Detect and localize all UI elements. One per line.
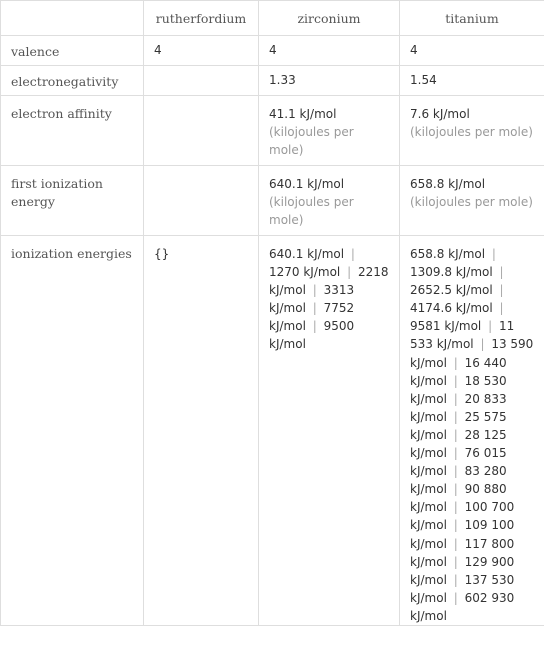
list-separator: | xyxy=(453,500,458,515)
cell-first-ie-rutherfordium xyxy=(144,166,259,236)
list-separator: | xyxy=(453,409,458,424)
ionization-energy-list xyxy=(269,245,391,354)
row-label-valence: valence xyxy=(1,36,144,66)
ionization-energy-value: 1309.8 kJ/mol xyxy=(410,265,493,280)
row-label-first-ionization-energy: first ionization energy xyxy=(1,166,144,236)
list-separator: | xyxy=(491,247,496,261)
ionization-energy-value: 3313 kJ/mol xyxy=(269,283,355,316)
row-label-electron-affinity: electron affinity xyxy=(1,96,144,166)
cell-electronegativity-titanium: 1.54 xyxy=(400,66,544,96)
ionization-energy-value: 658.8 kJ/mol xyxy=(410,247,486,261)
list-separator: | xyxy=(347,265,352,280)
unit-note: (kilojoules per mole) xyxy=(410,125,533,139)
list-separator: | xyxy=(453,427,458,442)
list-separator: | xyxy=(350,247,355,261)
column-header-rutherfordium: rutherfordium xyxy=(144,1,259,36)
list-separator: | xyxy=(453,464,458,479)
cell-electronegativity-zirconium: 1.33 xyxy=(259,66,400,96)
ionization-energy-list xyxy=(410,245,536,625)
row-label-electronegativity: electronegativity xyxy=(1,66,144,96)
list-separator: | xyxy=(312,319,317,334)
unit-note: (kilojoules per mole) xyxy=(269,125,354,157)
list-separator: | xyxy=(312,283,317,298)
list-separator: | xyxy=(312,301,317,316)
column-header-titanium: titanium xyxy=(400,1,544,36)
cell-ie-zirconium xyxy=(259,236,400,626)
empty-set-value: {} xyxy=(154,247,170,261)
ionization-energy-value: 117 800 kJ/mol xyxy=(410,536,515,569)
table-row-ionization-energies xyxy=(1,236,544,626)
ionization-energy-value: 602 930 kJ/mol xyxy=(410,590,515,623)
table-row-first-ionization-energy xyxy=(1,166,544,236)
ionization-energy-value: 137 530 kJ/mol xyxy=(410,572,515,605)
cell-affinity-rutherfordium xyxy=(144,96,259,166)
list-separator: | xyxy=(453,355,458,370)
table-row-valence xyxy=(1,36,544,66)
list-separator: | xyxy=(453,373,458,388)
list-separator: | xyxy=(453,518,458,533)
cell-valence-zirconium: 4 xyxy=(259,36,400,66)
list-separator: | xyxy=(453,391,458,406)
first-ie-value: 640.1 kJ/mol xyxy=(269,177,345,191)
cell-electronegativity-rutherfordium xyxy=(144,66,259,96)
row-label-ionization-energies: ionization energies xyxy=(1,236,144,626)
affinity-value: 41.1 kJ/mol xyxy=(269,107,337,121)
ionization-energy-value: 83 280 kJ/mol xyxy=(410,464,507,497)
corner-cell xyxy=(1,1,144,36)
ionization-energy-value: 640.1 kJ/mol xyxy=(269,247,345,261)
list-separator: | xyxy=(453,590,458,605)
ionization-energy-value: 16 440 kJ/mol xyxy=(410,355,507,388)
ionization-energy-value: 109 100 kJ/mol xyxy=(410,518,515,551)
list-separator: | xyxy=(453,446,458,461)
cell-affinity-titanium xyxy=(400,96,544,166)
ionization-energy-value: 9581 kJ/mol xyxy=(410,319,482,334)
list-separator: | xyxy=(499,283,504,298)
list-separator: | xyxy=(453,554,458,569)
cell-ie-rutherfordium xyxy=(144,236,259,626)
cell-first-ie-titanium xyxy=(400,166,544,236)
cell-valence-rutherfordium: 4 xyxy=(144,36,259,66)
ionization-energy-value: 76 015 kJ/mol xyxy=(410,446,507,479)
column-header-zirconium: zirconium xyxy=(259,1,400,36)
ionization-energy-value: 129 900 kJ/mol xyxy=(410,554,515,587)
list-separator: | xyxy=(480,337,485,352)
cell-affinity-zirconium xyxy=(259,96,400,166)
list-separator: | xyxy=(453,482,458,497)
header-row xyxy=(1,1,544,36)
ionization-energy-value: 4174.6 kJ/mol xyxy=(410,301,493,316)
ionization-energy-value: 20 833 kJ/mol xyxy=(410,391,507,424)
cell-ie-titanium xyxy=(400,236,544,626)
unit-note: (kilojoules per mole) xyxy=(410,195,533,209)
ionization-energy-value: 2218 kJ/mol xyxy=(269,265,389,298)
ionization-energy-value: 2652.5 kJ/mol xyxy=(410,283,493,298)
list-separator: | xyxy=(453,572,458,587)
list-separator: | xyxy=(499,301,504,316)
list-separator: | xyxy=(488,319,493,334)
ionization-energy-value: 28 125 kJ/mol xyxy=(410,427,507,461)
table-row-electronegativity xyxy=(1,66,544,96)
ionization-energy-value: 13 590 kJ/mol xyxy=(410,337,534,370)
ionization-energy-value: 7752 kJ/mol xyxy=(269,301,355,334)
ionization-energy-value: 11 533 kJ/mol xyxy=(410,319,515,352)
table-row-electron-affinity xyxy=(1,96,544,166)
cell-valence-titanium: 4 xyxy=(400,36,544,66)
ionization-energy-value: 18 530 kJ/mol xyxy=(410,373,507,406)
cell-first-ie-zirconium xyxy=(259,166,400,236)
ionization-energy-value: 1270 kJ/mol xyxy=(269,265,341,280)
ionization-energy-value: 100 700 kJ/mol xyxy=(410,500,515,533)
first-ie-value: 658.8 kJ/mol xyxy=(410,177,486,191)
affinity-value: 7.6 kJ/mol xyxy=(410,107,470,121)
ionization-energy-value: 9500 kJ/mol xyxy=(269,319,355,352)
unit-note: (kilojoules per mole) xyxy=(269,195,354,227)
list-separator: | xyxy=(453,536,458,551)
ionization-energy-value: 25 575 kJ/mol xyxy=(410,409,507,442)
ionization-energy-value: 90 880 kJ/mol xyxy=(410,482,507,515)
list-separator: | xyxy=(499,265,504,280)
